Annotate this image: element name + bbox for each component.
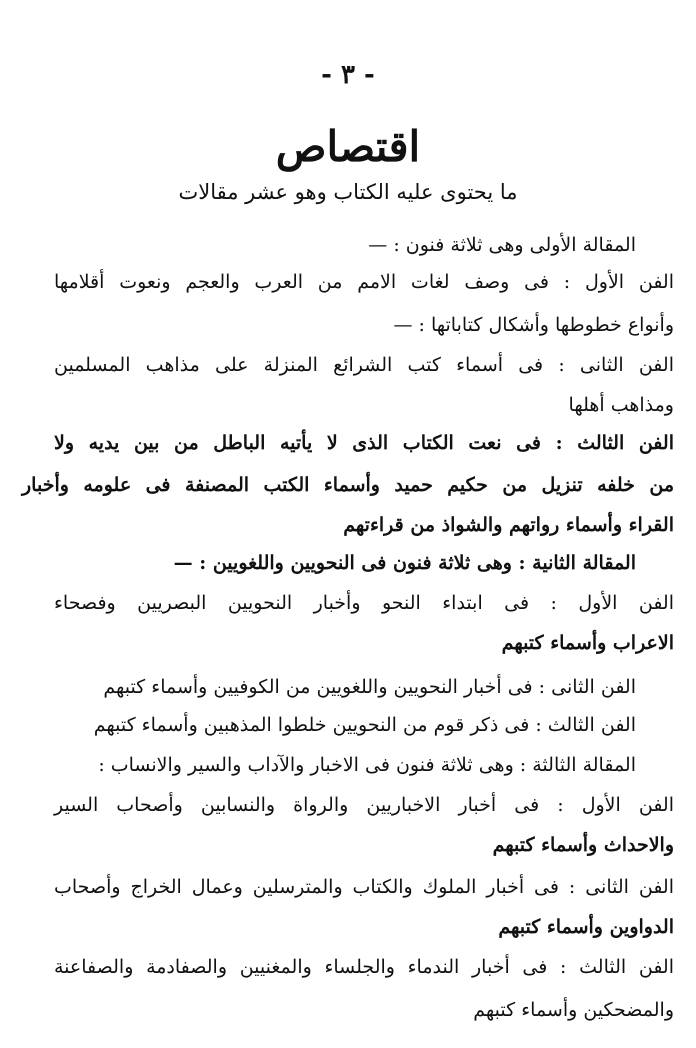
text-line: الفن الثانى : فى أخبار النحويين واللغويين من الكوفيين وأسماء كتبهم xyxy=(103,676,636,698)
text-line: الفن الثالث : فى نعت الكتاب الذى لا يأتيه الباطل من بين يديه ولا xyxy=(54,432,674,454)
page-number: - ٣ - xyxy=(321,60,375,90)
text-line: الفن الثالث : فى ذكر قوم من النحويين خلطوا المذهبين وأسماء كتبهم xyxy=(93,714,636,736)
text-line: المقالة الثانية : وهى ثلاثة فنون فى النحويين واللغويين : — xyxy=(173,552,636,574)
text-line: القراء وأسماء رواتهم والشواذ من قراءتهم xyxy=(343,514,674,536)
text-line: والمضحكين وأسماء كتبهم xyxy=(473,999,674,1021)
text-line: الدواوين وأسماء كتبهم xyxy=(498,916,674,938)
text-line: الاعراب وأسماء كتبهم xyxy=(501,632,674,654)
text-line: والاحداث وأسماء كتبهم xyxy=(492,834,674,856)
text-line: الفن الأول : فى وصف لغات الامم من العرب والعجم ونعوت أقلامها xyxy=(54,271,674,293)
text-line: الفن الثانى : فى أسماء كتب الشرائع المنزلة على مذاهب المسلمين xyxy=(54,354,674,376)
page-subtitle: ما يحتوى عليه الكتاب وهو عشر مقالات xyxy=(178,180,518,204)
text-line: الفن الأول : فى ابتداء النحو وأخبار النحويين البصريين وفصحاء xyxy=(54,592,674,614)
text-line: الفن الثالث : فى أخبار الندماء والجلساء والمغنيين والصفادمة والصفاعنة xyxy=(54,956,674,978)
text-line: الفن الأول : فى أخبار الاخباريين والرواة والنسابين وأصحاب السير xyxy=(54,794,674,816)
page-title: اقتصاص xyxy=(275,122,421,171)
text-line: المقالة الأولى وهى ثلاثة فنون : — xyxy=(368,234,636,256)
text-line: وأنواع خطوطها وأشكال كتاباتها : — xyxy=(393,314,674,336)
text-line: المقالة الثالثة : وهى ثلاثة فنون فى الاخبار والآداب والسير والانساب : xyxy=(98,754,636,776)
text-line: ومذاهب أهلها xyxy=(568,394,674,416)
text-line: الفن الثانى : فى أخبار الملوك والكتاب والمترسلين وعمال الخراج وأصحاب xyxy=(54,876,674,898)
text-line: من خلفه تنزيل من حكيم حميد وأسماء الكتب المصنفة فى علومه وأخبار xyxy=(22,474,674,496)
